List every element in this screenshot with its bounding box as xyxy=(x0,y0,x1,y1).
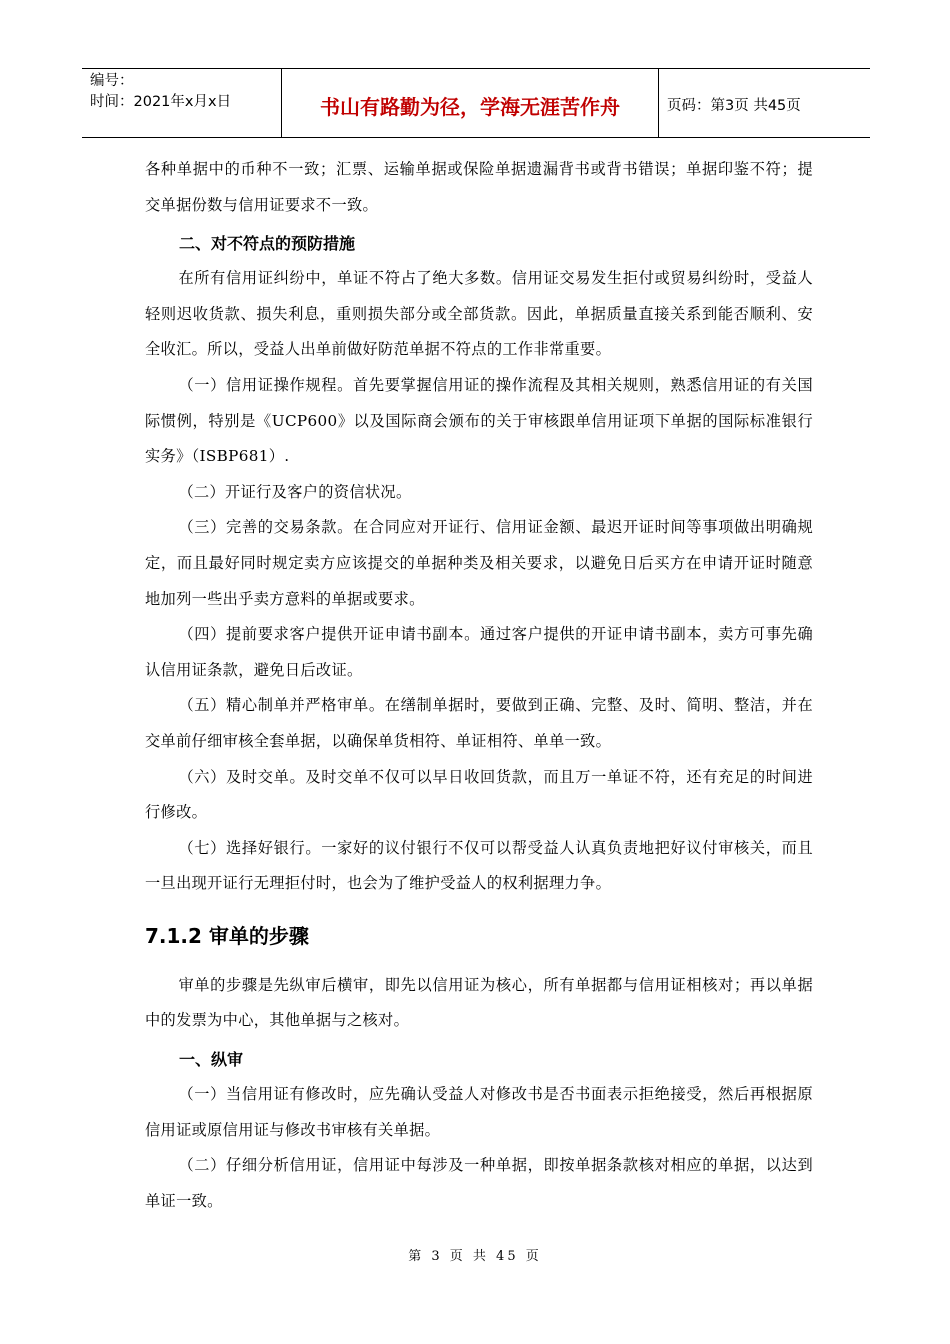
paragraph: （二）开证行及客户的资信状况。 xyxy=(178,482,412,501)
paragraph: 各种单据中的币种不一致；汇票、运输单据或保险单据遗漏背书或背书错误；单据印鉴不符；提交单据份数与信用证要求不一致。 xyxy=(145,160,813,214)
paragraph: （一）当信用证有修改时，应先确认受益人对修改书是否书面表示拒绝接受，然后再根据原信用证或原信用证与修改书审核有关单据。 xyxy=(145,1085,813,1139)
document-date-label: 时间：2021年x月x日 xyxy=(90,94,232,110)
paragraph: 在所有信用证纠纷中，单证不符占了绝大多数。信用证交易发生拒付或贸易纠纷时，受益人轻则迟收货款、损失利息，重则损失部分或全部货款。因此，单据质量直接关系到能否顺利、安全收汇。所以，受益人出单前做好防范单据不符点的工作非常重要。 xyxy=(145,269,813,359)
document-body xyxy=(145,152,813,1219)
paragraph: （三）完善的交易条款。在合同应对开证行、信用证金额、最迟开证时间等事项做出明确规定，而且最好同时规定卖方应该提交的单据种类及相关要求，以避免日后买方在申请开证时随意地加列一些出乎卖方意料的单据或要求。 xyxy=(145,518,813,608)
page-header xyxy=(82,68,870,138)
document-number-label: 编号： xyxy=(90,73,134,89)
subheading: 二、对不符点的预防措施 xyxy=(179,234,356,254)
paragraph: （一）信用证操作规程。首先要掌握信用证的操作流程及其相关规则，熟悉信用证的有关国际惯例，特别是《UCP600》以及国际商会颁布的关于审核跟单信用证项下单据的国际标准银行实务》（ISBP681）. xyxy=(145,375,813,466)
paragraph: （六）及时交单。及时交单不仅可以早日收回货款，而且万一单证不符，还有充足的时间进行修改。 xyxy=(145,767,813,822)
header-meta-cell xyxy=(82,69,282,137)
paragraph: （四）提前要求客户提供开证申请书副本。通过客户提供的开证申请书副本，卖方可事先确认信用证条款，避免日后改证。 xyxy=(145,625,813,679)
paragraph: （七）选择好银行。一家好的议付银行不仅可以帮受益人认真负责地把好议付审核关，而且一旦出现开证行无理拒付时，也会为了维护受益人的权利据理力争。 xyxy=(145,838,813,893)
paragraph: 审单的步骤是先纵审后横审，即先以信用证为核心，所有单据都与信用证相核对；再以单据中的发票为中心，其他单据与之核对。 xyxy=(145,975,813,1030)
paragraph: （五）精心制单并严格审单。在缮制单据时，要做到正确、完整、及时、简明、整洁，并在交单前仔细审核全套单据，以确保单货相符、单证相符、单单一致。 xyxy=(145,696,813,750)
header-page-info: 页码：第3页 共45页 xyxy=(667,97,801,114)
section-title: 7.1.2 审单的步骤 xyxy=(145,923,309,948)
subheading: 一、纵审 xyxy=(179,1050,244,1070)
paragraph: （二）仔细分析信用证，信用证中每涉及一种单据，即按单据条款核对相应的单据，以达到单证一致。 xyxy=(145,1156,813,1210)
page-footer: 第 3 页 共 45 页 xyxy=(408,1249,542,1264)
header-motto: 书山有路勤为径，学海无涯苦作舟 xyxy=(282,69,659,137)
